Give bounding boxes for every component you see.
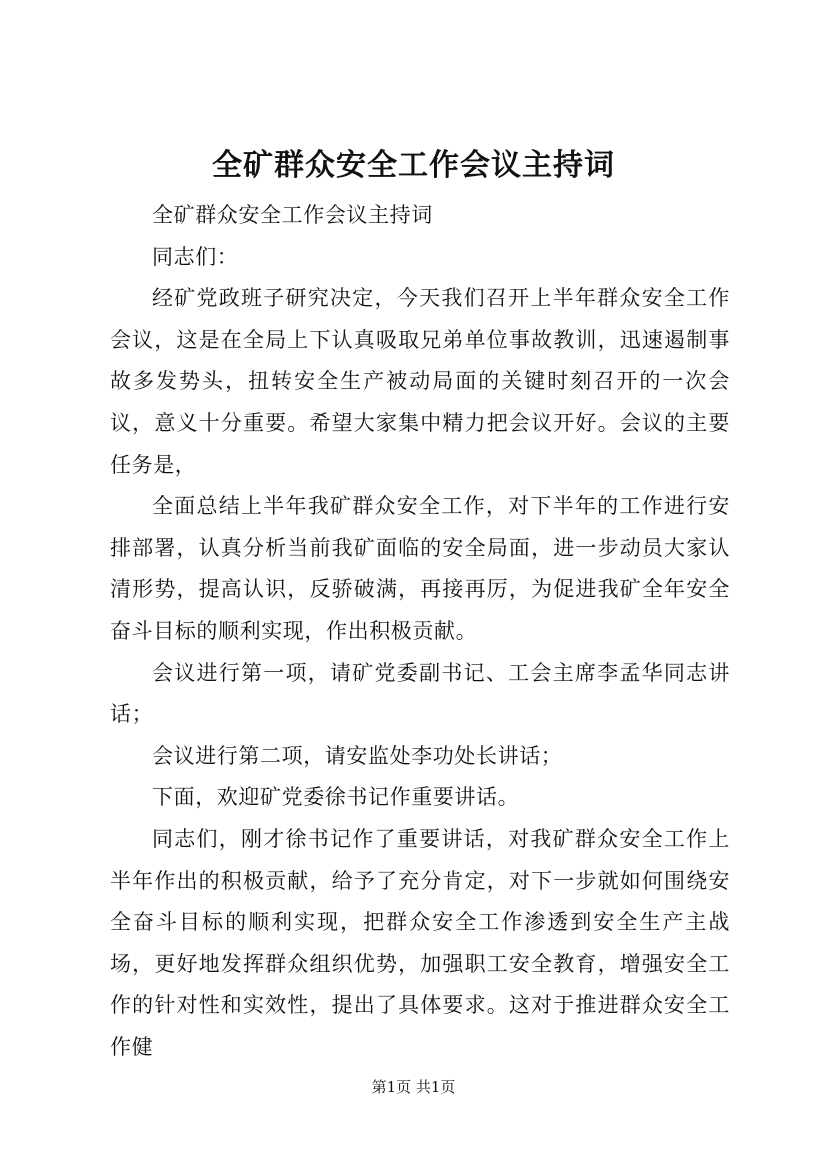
page-footer: 第1页 共1页 [371, 1078, 456, 1096]
paragraph-subtitle: 全矿群众安全工作会议主持词 [152, 203, 433, 227]
paragraph-summary: 同志们，刚才徐书记作了重要讲话，对我矿群众安全工作上半年作出的积极贡献，给予了充分肯定，对下一步就如何围绕安全奋斗目标的顺利实现，把群众安全工作渗透到安全生产主战场，更好地发挥群众组织优势，加强职工安全教育，增强安全工作的针对性和实效性，提出了具体要求。这对于推进群众安全工作健 [110, 826, 730, 1059]
document-title: 全矿群众安全工作会议主持词 [212, 148, 615, 183]
paragraph-agenda-item-2: 会议进行第二项，请安监处李功处长讲话； [152, 743, 563, 768]
document-body [110, 195, 730, 1068]
paragraph-task: 全面总结上半年我矿群众安全工作，对下半年的工作进行安排部署，认真分析当前我矿面临的安全局面，进一步动员大家认清形势，提高认识，反骄破满，再接再厉，为促进我矿全年安全奋斗目标的顺利实现，作出积极贡献。 [110, 494, 730, 643]
paragraph-agenda-item-1: 会议进行第一项，请矿党委副书记、工会主席李孟华同志讲话； [110, 660, 730, 727]
paragraph-agenda-item-3: 下面，欢迎矿党委徐书记作重要讲话。 [152, 785, 520, 810]
paragraph-opening: 经矿党政班子研究决定，今天我们召开上半年群众安全工作会议，这是在全局上下认真吸取兄弟单位事故教训，迅速遏制事故多发势头，扭转安全生产被动局面的关键时刻召开的一次会议，意义十分重要。希望大家集中精力把会议开好。会议的主要任务是， [110, 286, 730, 477]
paragraph-salutation: 同志们： [152, 244, 239, 269]
